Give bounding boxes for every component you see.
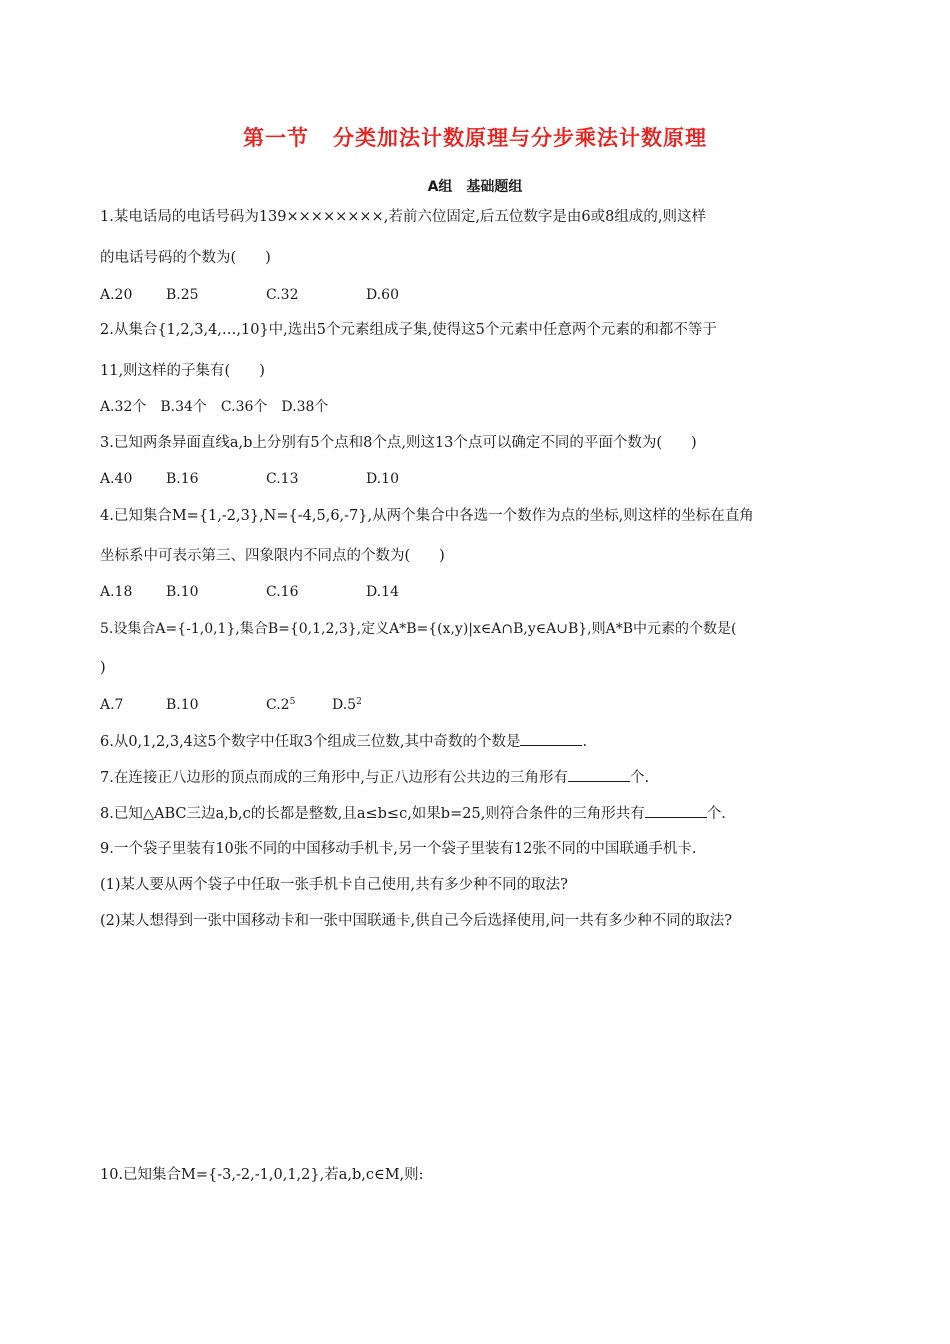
question-7 [100,767,649,788]
option-d: D.60 [366,287,399,303]
question-2-line-2: 11,则这样的子集有( ) [100,363,265,379]
option-a: A.7 [100,697,124,713]
option-b: B.10 [166,697,199,713]
option-c: C.13 [266,471,299,487]
question-5-line-2: ) [100,660,106,676]
answer-blank [568,767,630,782]
question-1-line-1: 1.某电话局的电话号码为139××××××××,若前六位固定,后五位数字是由6或8组成的,则这样 [100,209,706,225]
question-10-line-1: 10.已知集合M={-3,-2,-1,0,1,2},若a,b,c∈M,则: [100,1167,424,1183]
answer-blank [520,731,582,746]
option-d [332,695,362,715]
option-b: B.10 [166,584,199,600]
question-9-line-1: 9.一个袋子里装有10张不同的中国移动手机卡,另一个袋子里装有12张不同的中国联通手机卡. [100,841,697,857]
question-1-line-2: 的电话号码的个数为( ) [100,250,271,266]
page-title [0,122,950,152]
option-d-base: D.5 [332,697,357,713]
option-b: B.16 [166,471,199,487]
question-6-text: 6.从0,1,2,3,4这5个数字中任取3个组成三位数,其中奇数的个数是 [100,734,521,750]
question-8-tail: 个. [706,806,726,822]
option-d: D.10 [366,471,399,487]
option-a: A.20 [100,287,133,303]
question-7-tail: 个. [629,770,650,786]
option-a: A.40 [100,471,133,487]
answer-blank [645,803,707,818]
question-6 [100,731,587,752]
section-heading [0,176,950,196]
option-c-exponent: 5 [289,697,296,707]
option-c: C.16 [266,584,299,600]
option-a: A.18 [100,584,133,600]
section-label: 基础题组 [466,179,523,195]
question-5-line-1: 5.设集合A={-1,0,1},集合B={0,1,2,3},定义A*B={(x,y)|x∈A∩B,y∈A∪B},则A*B中元素的个数是( [100,621,737,637]
question-4-line-1: 4.已知集合M={1,-2,3},N={-4,5,6,-7},从两个集合中各选一个数作为点的坐标,则这样的坐标在直角 [100,508,754,524]
question-8 [100,803,726,824]
question-9-sub-1: (1)某人要从两个袋子中任取一张手机卡自己使用,共有多少种不同的取法? [100,877,568,893]
title-section-number: 第一节 [243,126,309,150]
question-2-line-1: 2.从集合{1,2,3,4,…,10}中,选出5个元素组成子集,使得这5个元素中任意两个元素的和都不等于 [100,322,717,338]
option-d-exponent: 2 [356,697,362,707]
question-9-sub-2: (2)某人想得到一张中国移动卡和一张中国联通卡,供自己今后选择使用,问一共有多少种不同的取法? [100,913,733,929]
option-c [266,695,295,715]
question-8-text: 8.已知△ABC三边a,b,c的长都是整数,且a≤b≤c,如果b=25,则符合条件的三角形共有 [100,806,645,822]
question-6-tail: . [582,734,588,750]
question-7-text: 7.在连接正八边形的顶点而成的三角形中,与正八边形有公共边的三角形有 [100,770,568,786]
question-4-line-2: 坐标系中可表示第三、四象限内不同点的个数为( ) [100,548,445,564]
option-b: B.25 [166,287,199,303]
question-3-line-1: 3.已知两条异面直线a,b上分别有5个点和8个点,则这13个点可以确定不同的平面个数为( ) [100,435,697,451]
title-topic: 分类加法计数原理与分步乘法计数原理 [333,126,707,150]
option-c: C.32 [266,287,299,303]
section-group: A组 [427,179,453,195]
option-d: D.14 [366,584,399,600]
question-2-options: A.32个 B.34个 C.36个 D.38个 [100,399,329,415]
option-c-base: C.2 [266,697,290,713]
